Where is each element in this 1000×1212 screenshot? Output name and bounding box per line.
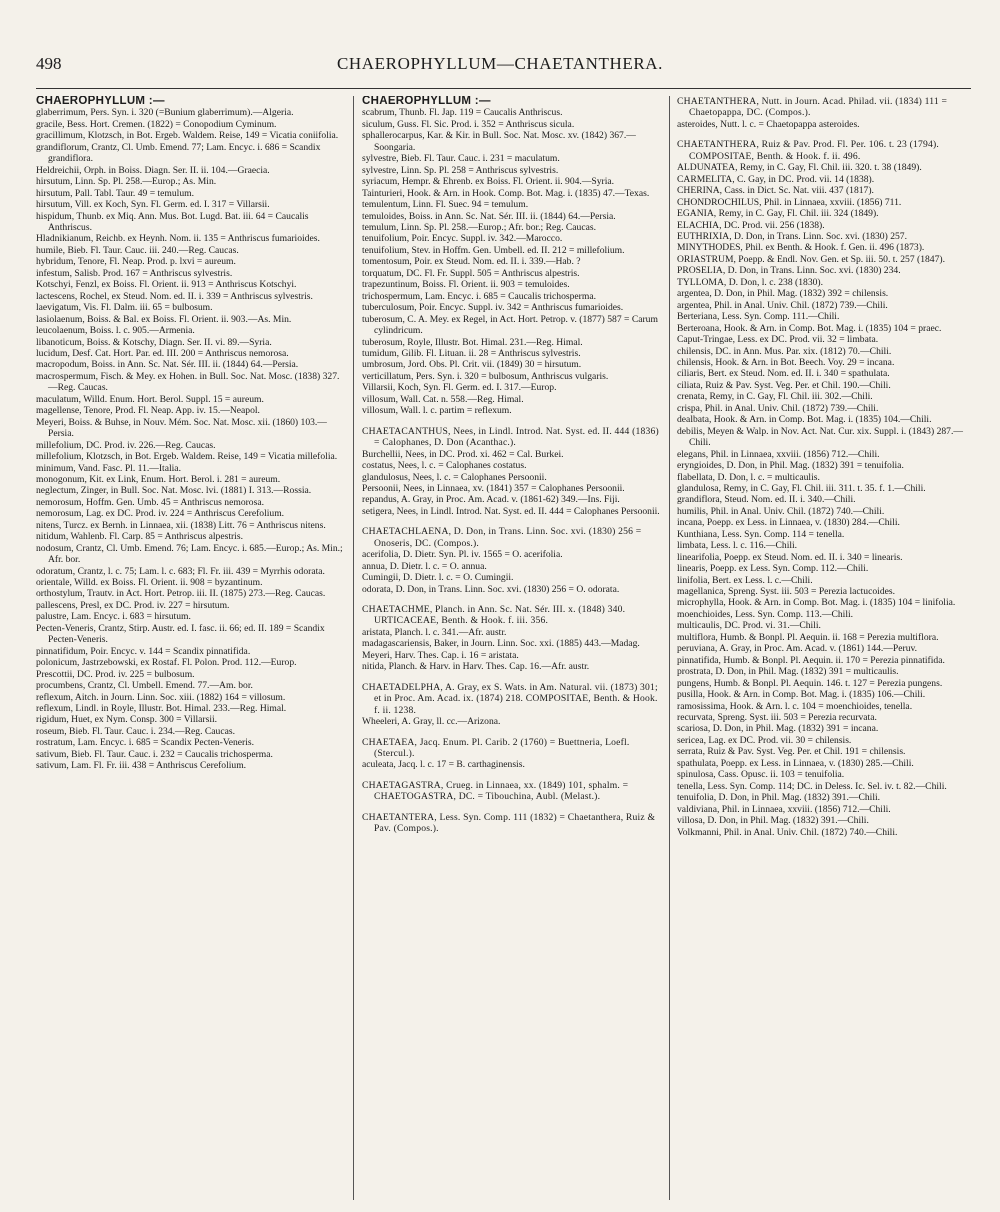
entry: crispa, Phil. in Anal. Univ. Chil. (1872) 739.—Chili.: [677, 402, 879, 414]
column-divider: [669, 96, 670, 1200]
entry: villosum, Wall. Cat. n. 558.—Reg. Himal.: [362, 393, 524, 405]
entry: nitida, Planch. & Harv. in Harv. Thes. Cap. 16.—Afr. austr.: [362, 661, 590, 673]
entry: annua, D. Dietr. l. c. = O. annua.: [362, 560, 487, 572]
genus-heading: CHAETACHLAENA, D. Don, in Trans. Linn. Soc. xvi. (1830) 256 = Onoseris, DC. (Compos.).: [362, 526, 642, 549]
entry: grandiflorum, Crantz, Cl. Umb. Emend. 77; Lam. Encyc. i. 686 = Scandix grandiflora.: [36, 141, 321, 165]
entry: limbata, Less. l. c. 116.—Chili.: [677, 540, 798, 552]
entry: flabellata, D. Don, l. c. = multicaulis.: [677, 471, 820, 483]
entry: laevigatum, Vis. Fl. Dalm. iii. 65 = bulbosum.: [36, 302, 213, 314]
entry: magellense, Tenore, Prod. Fl. Neap. App. iv. 15.—Neapol.: [36, 405, 260, 417]
entry: Kotschyi, Fenzl, ex Boiss. Fl. Orient. ii. 913 = Anthriscus Kotschyi.: [36, 279, 297, 291]
entry: EGANIA, Remy, in C. Gay, Fl. Chil. iii. 324 (1849).: [677, 208, 879, 220]
entry: pinnatifida, Humb. & Bonpl. Pl. Aequin. ii. 170 = Perezia pinnatifida.: [677, 654, 945, 666]
entry: rigidum, Huet, ex Nym. Consp. 300 = Villarsii.: [36, 714, 218, 726]
entry: polonicum, Jastrzebowski, ex Rostaf. Fl. Polon. Prod. 112.—Europ.: [36, 657, 297, 669]
entry: maculatum, Willd. Enum. Hort. Berol. Suppl. 15 = aureum.: [36, 393, 264, 405]
entry: nitidum, Wahlenb. Fl. Carp. 85 = Anthriscus alpestris.: [36, 531, 243, 543]
entry: argentea, Phil. in Anal. Univ. Chil. (1872) 739.—Chili.: [677, 299, 888, 311]
entry: tuberculosum, Poir. Encyc. Suppl. iv. 342 = Anthriscus fumarioides.: [362, 302, 624, 314]
entry: nitens, Turcz. ex Bernh. in Linnaea, xii. (1838) Litt. 76 = Anthriscus nitens.: [36, 519, 326, 531]
entry: sylvestre, Bieb. Fl. Taur. Cauc. i. 231 = maculatum.: [362, 153, 560, 165]
entry: orientale, Willd. ex Boiss. Fl. Orient. ii. 908 = byzantinum.: [36, 577, 263, 589]
entry: pallescens, Presl, ex DC. Prod. iv. 227 = hirsutum.: [36, 599, 230, 611]
entry-gap: [362, 417, 662, 426]
entry: grandiflora, Steud. Nom. ed. II. i. 340.—Chili.: [677, 494, 856, 506]
entry: madagascariensis, Baker, in Journ. Linn. Soc. xxi. (1885) 443.—Madag.: [362, 638, 640, 650]
entry: Pecten-Veneris, Crantz, Stirp. Austr. ed. I. fasc. ii. 66; ed. II. 189 = Scandix Pecten-Veneris.: [36, 622, 325, 646]
genus-heading: CHAETANTERA, Less. Syn. Comp. 111 (1832) = Chaetanthera, Ruiz & Pav. (Compos.).: [362, 811, 656, 835]
entry: minimum, Vand. Fasc. Pl. 11.—Italia.: [36, 462, 181, 474]
entry: ALDUNATEA, Remy, in C. Gay, Fl. Chil. iii. 320. t. 38 (1849).: [677, 162, 922, 174]
entry: chilensis, DC. in Ann. Mus. Par. xix. (1812) 70.—Chili.: [677, 345, 892, 357]
entry: scariosa, D. Don, in Phil. Mag. (1832) 391 = incana.: [677, 723, 879, 735]
entry: CARMELITA, C. Gay, in DC. Prod. vii. 14 (1838).: [677, 173, 875, 185]
entry: crenata, Remy, in C. Gay, Fl. Chil. iii. 302.—Chili.: [677, 391, 873, 403]
entry: MINYTHODES, Phil. ex Benth. & Hook. f. Gen. ii. 496 (1873).: [677, 242, 925, 254]
entry: tenuifolium, Poir. Encyc. Suppl. iv. 342.—Marocco.: [362, 233, 563, 245]
entry: lasiolaenum, Boiss. & Bal. ex Boiss. Fl. Orient. ii. 903.—As. Min.: [36, 313, 292, 325]
entry: linifolia, Bert. ex Less. l. c.—Chili.: [677, 574, 813, 586]
entry: acerifolia, D. Dietr. Syn. Pl. iv. 1565 = O. acerifolia.: [362, 549, 563, 561]
entry: tenuifolia, D. Don, in Phil. Mag. (1832) 391.—Chili.: [677, 792, 881, 804]
entry-gap: [362, 771, 662, 780]
entry: Meyeri, Harv. Thes. Cap. i. 16 = aristata.: [362, 649, 519, 661]
entry: magellanica, Spreng. Syst. iii. 503 = Perezia lactucoides.: [677, 586, 896, 598]
entry: siculum, Guss. Fl. Sic. Prod. i. 352 = Anthriscus sicula.: [362, 118, 575, 130]
entry-gap: [677, 130, 977, 139]
entry: Persoonii, Nees, in Linnaea, xv. (1841) 357 = Calophanes Persoonii.: [362, 482, 625, 494]
entry-gap: [362, 595, 662, 604]
entry: orthostylum, Trautv. in Act. Hort. Petrop. iii. II. (1875) 273.—Reg. Caucas.: [36, 588, 326, 600]
entry: aristata, Planch. l. c. 341.—Afr. austr.: [362, 626, 507, 638]
entry: verticillatum, Pers. Syn. i. 320 = bulbosum, Anthriscus vulgaris.: [362, 370, 609, 382]
column-3: [677, 96, 977, 1204]
entry: scabrum, Thunb. Fl. Jap. 119 = Caucalis Anthriscus.: [362, 107, 563, 119]
column-2: [362, 96, 662, 1204]
entry: Caput-Tringae, Less. ex DC. Prod. vii. 32 = limbata.: [677, 334, 879, 346]
entry: sativum, Lam. Fl. Fr. iii. 438 = Anthriscus Cerefolium.: [36, 760, 247, 772]
entry: ciliaris, Bert. ex Steud. Nom. ed. II. i. 340 = spathulata.: [677, 368, 890, 380]
entry: sativum, Bieb. Fl. Taur. Cauc. i. 232 = Caucalis trichosperma.: [36, 748, 273, 760]
entry: odoratum, Crantz, l. c. 75; Lam. l. c. 683; Fl. Fr. iii. 439 = Myrrhis odorata.: [36, 565, 325, 577]
entry: glandulosa, Remy, in C. Gay, Fl. Chil. iii. 311. t. 35. f. 1.—Chili.: [677, 482, 926, 494]
entry: costatus, Nees, l. c. = Calophanes costatus.: [362, 460, 527, 472]
entry: Burchellii, Nees, in DC. Prod. xi. 462 = Cal. Burkei.: [362, 448, 564, 460]
entry: moenchioides, Less. Syn. Comp. 113.—Chili.: [677, 608, 854, 620]
entry: tumidum, Gilib. Fl. Lituan. ii. 28 = Anthriscus sylvestris.: [362, 347, 581, 359]
entry: tomentosum, Poir. ex Steud. Nom. ed. II. i. 339.—Hab. ?: [362, 256, 581, 268]
genus-heading: CHAETAEA, Jacq. Enum. Pl. Carib. 2 (1760) = Buettneria, Loefl. (Stercul.).: [362, 736, 630, 760]
running-title: CHAEROPHYLLUM—CHAETANTHERA.: [336, 54, 664, 73]
entry: Wheeleri, A. Gray, ll. cc.—Arizona.: [362, 716, 501, 728]
entry: libanoticum, Boiss. & Kotschy, Diagn. Ser. II. vi. 89.—Syria.: [36, 336, 272, 348]
entry: leucolaenum, Boiss. l. c. 905.—Armenia.: [36, 325, 195, 337]
entry: millefolium, Klotzsch, in Bot. Ergeb. Waldem. Reise, 149 = Vicatia millefolia.: [36, 451, 338, 463]
entry: lactescens, Rochel, ex Steud. Nom. ed. II. i. 339 = Anthriscus sylvestris.: [36, 290, 313, 302]
entry: argentea, D. Don, in Phil. Mag. (1832) 392 = chilensis.: [677, 288, 889, 300]
entry: setigera, Nees, in Lindl. Introd. Nat. Syst. ed. II. 444 = Calophanes Persoonii.: [362, 505, 660, 517]
entry: Villarsii, Koch, Syn. Fl. Germ. ed. I. 317.—Europ.: [362, 382, 557, 394]
entry: tuberosum, Royle, Illustr. Bot. Himal. 231.—Reg. Himal.: [362, 336, 583, 348]
entry: hirsutum, Vill. ex Koch, Syn. Fl. Germ. ed. I. 317 = Villarsii.: [36, 199, 270, 211]
entry: gracillimum, Klotzsch, in Bot. Ergeb. Waldem. Reise, 149 = Vicatia coniifolia.: [36, 130, 339, 142]
entry: macrospermum, Fisch. & Mey. ex Hohen. in Bull. Soc. Nat. Mosc. (1838) 327.—Reg. Caucas.: [36, 370, 340, 394]
entry: elegans, Phil. in Linnaea, xxviii. (1856) 712.—Chili.: [677, 448, 880, 460]
entry: macropodum, Boiss. in Ann. Sc. Nat. Sér. III. ii. (1844) 64.—Persia.: [36, 359, 299, 371]
entry: ciliata, Ruiz & Pav. Syst. Veg. Per. et Chil. 190.—Chili.: [677, 379, 891, 391]
entry: trapezuntinum, Boiss. Fl. Orient. ii. 903 = temuloides.: [362, 279, 570, 291]
entry: linearifolia, Poepp. ex Steud. Nom. ed. II. i. 340 = linearis.: [677, 551, 903, 563]
entry: ORIASTRUM, Poepp. & Endl. Nov. Gen. et Sp. iii. 50. t. 257 (1847).: [677, 253, 945, 265]
entry: tenuifolium, Stev. in Hoffm. Gen. Umbell. ed. II. 212 = millefolium.: [362, 244, 625, 256]
entry: Cumingii, D. Dietr. l. c. = O. Cumingii.: [362, 572, 514, 584]
entry: infestum, Salisb. Prod. 167 = Anthriscus sylvestris.: [36, 267, 233, 279]
entry: nemorosum, Lag. ex DC. Prod. iv. 224 = Anthriscus Cerefolium.: [36, 508, 285, 520]
entry: humilis, Phil. in Anal. Univ. Chil. (1872) 740.—Chili.: [677, 505, 885, 517]
entry: reflexum, Aitch. in Journ. Linn. Soc. xiii. (1882) 164 = villosum.: [36, 691, 286, 703]
entry: incana, Poepp. ex Less. in Linnaea, v. (1830) 284.—Chili.: [677, 517, 900, 529]
entry: humile, Bieb. Fl. Taur. Cauc. iii. 240.—Reg. Caucas.: [36, 244, 239, 256]
genus-heading: CHAEROPHYLLUM :—: [36, 96, 165, 107]
entry: temulum, Linn. Sp. Pl. 258.—Europ.; Afr. bor.; Reg. Caucas.: [362, 221, 596, 233]
entry: nemorosum, Hoffm. Gen. Umb. 45 = Anthriscus nemorosa.: [36, 496, 264, 508]
entry: torquatum, DC. Fl. Fr. Suppl. 505 = Anthriscus alpestris.: [362, 267, 580, 279]
entry: umbrosum, Jord. Obs. Pl. Crit. vii. (1849) 30 = hirsutum.: [362, 359, 582, 371]
entry: roseum, Bieb. Fl. Taur. Cauc. i. 234.—Reg. Caucas.: [36, 725, 235, 737]
column-1: [36, 96, 346, 1204]
entry: temuloides, Boiss. in Ann. Sc. Nat. Sér. III. ii. (1844) 64.—Persia.: [362, 210, 616, 222]
entry: Tainturieri, Hook. & Arn. in Hook. Comp. Bot. Mag. i. (1835) 47.—Texas.: [362, 187, 650, 199]
genus-heading: CHAETANTHERA, Nutt. in Journ. Acad. Philad. vii. (1834) 111 = Chaetopappa, DC. (Compos.).: [677, 96, 948, 119]
entry: tuberosum, C. A. Mey. ex Regel, in Act. Hort. Petrop. v. (1877) 587 = Carum cylindricum.: [362, 313, 658, 337]
entry: prostrata, D. Don, in Phil. Mag. (1832) 391 = multicaulis.: [677, 666, 899, 678]
entry: odorata, D. Don, in Trans. Linn. Soc. xvi. (1830) 256 = O. odorata.: [362, 583, 620, 595]
page-header: [0, 54, 1000, 84]
entry: Kunthiana, Less. Syn. Comp. 114 = tenella.: [677, 528, 845, 540]
entry: recurvata, Spreng. Syst. iii. 503 = Perezia recurvata.: [677, 712, 877, 724]
entry-gap: [362, 517, 662, 526]
entry: reflexum, Lindl. in Royle, Illustr. Bot. Himal. 233.—Reg. Himal.: [36, 703, 287, 715]
entry: sylvestre, Linn. Sp. Pl. 258 = Anthriscus sylvestris.: [362, 164, 559, 176]
entry: villosum, Wall. l. c. partim = reflexum.: [362, 405, 512, 417]
entry: aculeata, Jacq. l. c. 17 = B. carthaginensis.: [362, 759, 525, 771]
page-number: 498: [36, 54, 62, 73]
entry: Berteriana, Less. Syn. Comp. 111.—Chili.: [677, 311, 840, 323]
entry: dealbata, Hook. & Arn. in Comp. Bot. Mag. i. (1835) 104.—Chili.: [677, 414, 932, 426]
entry: eryngioides, D. Don, in Phil. Mag. (1832) 391 = tenuifolia.: [677, 460, 904, 472]
entry: glaberrimum, Pers. Syn. i. 320 (=Bunium glaberrimum).—Algeria.: [36, 107, 294, 119]
entry: palustre, Lam. Encyc. i. 683 = hirsutum.: [36, 611, 191, 623]
entry: ELACHIA, DC. Prod. vii. 256 (1838).: [677, 219, 825, 231]
entry: pungens, Humb. & Bonpl. Pl. Aequin. 146. t. 127 = Perezia pungens.: [677, 677, 943, 689]
genus-heading: CHAETANTHERA, Ruiz & Pav. Prod. Fl. Per. 106. t. 23 (1794). COMPOSITAE, Benth. & Hook. f. ii. 496.: [677, 139, 939, 162]
entry: ramosissima, Hook. & Arn. l. c. 104 = moenchioides, tenella.: [677, 700, 913, 712]
entry: neglectum, Zinger, in Bull. Soc. Nat. Mosc. lvi. (1881) I. 313.—Rossia.: [36, 485, 312, 497]
entry: glandulosus, Nees, l. c. = Calophanes Persoonii.: [362, 471, 547, 483]
entry: chilensis, Hook. & Arn. in Bot. Beech. Voy. 29 = incana.: [677, 356, 895, 368]
entry-gap: [362, 728, 662, 737]
entry: TYLLOMA, D. Don, l. c. 238 (1830).: [677, 276, 824, 288]
entry: spinulosa, Cass. Opusc. ii. 103 = tenuifolia.: [677, 769, 845, 781]
entry: trichospermum, Lam. Encyc. i. 685 = Caucalis trichosperma.: [362, 290, 596, 302]
entry: debilis, Meyen & Walp. in Nov. Act. Nat. Cur. xix. Suppl. i. (1843) 287.—Chili.: [677, 425, 963, 449]
entry: CHONDROCHILUS, Phil. in Linnaea, xxviii. (1856) 711.: [677, 196, 902, 208]
entry-gap: [362, 803, 662, 812]
entry: hirsutum, Linn. Sp. Pl. 258.—Europ.; As. Min.: [36, 176, 217, 188]
entry: Prescottii, DC. Prod. iv. 225 = bulbosum.: [36, 668, 195, 680]
entry: hybridum, Tenore, Fl. Neap. Prod. p. lxvi = aureum.: [36, 256, 236, 268]
entry: temulentum, Linn. Fl. Suec. 94 = temulum.: [362, 199, 529, 211]
entry: sphallerocarpus, Kar. & Kir. in Bull. Soc. Nat. Mosc. xv. (1842) 367.—Soongaria.: [362, 130, 636, 153]
entry: pusilla, Hook. & Arn. in Comp. Bot. Mag. i. (1835) 106.—Chili.: [677, 689, 926, 701]
entry: asteroides, Nutt. l. c. = Chaetopappa asteroides.: [677, 118, 860, 130]
entry: spathulata, Poepp. ex Less. in Linnaea, v. (1830) 285.—Chili.: [677, 757, 914, 769]
genus-heading: CHAETACHME, Planch. in Ann. Sc. Nat. Sér. III. x. (1848) 340. URTICACEAE, Benth. & Hook. f. iii. 356.: [362, 604, 626, 627]
genus-heading: CHAETAGASTRA, Crueg. in Linnaea, xx. (1849) 101, sphalm. = CHAETOGASTRA, DC. = Tibouchina, Aubl. (Melast.).: [362, 779, 629, 803]
entry: Berteroana, Hook. & Arn. in Comp. Bot. Mag. i. (1835) 104 = praec.: [677, 322, 942, 334]
entry: hirsutum, Pall. Tabl. Taur. 49 = temulum.: [36, 187, 195, 199]
entry: tenella, Less. Syn. Comp. 114; DC. in Deless. Ic. Sel. iv. t. 82.—Chili.: [677, 780, 947, 792]
entry: multicaulis, DC. Prod. vi. 31.—Chili.: [677, 620, 821, 632]
entry: hispidum, Thunb. ex Miq. Ann. Mus. Bot. Lugd. Bat. iii. 64 = Caucalis Anthriscus.: [36, 210, 309, 233]
column-divider: [353, 96, 354, 1200]
entry: Volkmanni, Phil. in Anal. Univ. Chil. (1872) 740.—Chili.: [677, 826, 898, 838]
entry: valdiviana, Phil. in Linnaea, xxviii. (1856) 712.—Chili.: [677, 803, 891, 815]
entry: millefolium, DC. Prod. iv. 226.—Reg. Caucas.: [36, 439, 216, 451]
entry: procumbens, Crantz, Cl. Umbell. Emend. 77.—Am. bor.: [36, 680, 253, 692]
entry: pinnatifidum, Poir. Encyc. v. 144 = Scandix pinnatifida.: [36, 645, 251, 657]
entry: repandus, A. Gray, in Proc. Am. Acad. v. (1861-62) 349.—Ins. Fiji.: [362, 494, 620, 506]
genus-heading: CHAETADELPHA, A. Gray, ex S. Wats. in Am. Natural. vii. (1873) 301; et in Proc. Am. Acad. ix. (1874) 218. COMPOSITAE, Benth. & Hook. f. ii. 1238.: [362, 681, 658, 716]
entry: lucidum, Desf. Cat. Hort. Par. ed. III. 200 = Anthriscus nemorosa.: [36, 347, 289, 359]
entry: sericea, Lag. ex DC. Prod. vii. 30 = chilensis.: [677, 734, 852, 746]
entry: gracile, Bess. Hort. Cremen. (1822) = Conopodium Cyminum.: [36, 118, 277, 130]
entry: EUTHRIXIA, D. Don, in Trans. Linn. Soc. xvi. (1830) 257.: [677, 230, 907, 242]
entry: multiflora, Humb. & Bonpl. Pl. Aequin. ii. 168 = Perezia multiflora.: [677, 631, 939, 643]
entry: Heldreichii, Orph. in Boiss. Diagn. Ser. II. ii. 104.—Graecia.: [36, 164, 270, 176]
entry: PROSELIA, D. Don, in Trans. Linn. Soc. xvi. (1830) 234.: [677, 265, 901, 277]
entry: Hladnikianum, Reichb. ex Heynh. Nom. ii. 135 = Anthriscus fumarioides.: [36, 233, 320, 245]
entry: syriacum, Hempr. & Ehrenb. ex Boiss. Fl. Orient. ii. 904.—Syria.: [362, 176, 615, 188]
entry: monogonum, Kit. ex Link, Enum. Hort. Berol. i. 281 = aureum.: [36, 473, 281, 485]
entry: Meyeri, Boiss. & Buhse, in Nouv. Mém. Soc. Nat. Mosc. xii. (1860) 103.—Persia.: [36, 416, 327, 440]
header-rule: [36, 88, 971, 89]
entry: serrata, Ruiz & Pav. Syst. Veg. Per. et Chil. 191 = chilensis.: [677, 746, 906, 758]
entry: linearis, Poepp. ex Less. Syn. Comp. 112.—Chili.: [677, 563, 869, 575]
entry: rostratum, Lam. Encyc. i. 685 = Scandix Pecten-Veneris.: [36, 737, 255, 749]
entry: microphylla, Hook. & Arn. in Comp. Bot. Mag. i. (1835) 104 = linifolia.: [677, 597, 956, 609]
entry-gap: [362, 673, 662, 682]
genus-heading: CHAETACANTHUS, Nees, in Lindl. Introd. Nat. Syst. ed. II. 444 (1836) = Calophanes, D. Don (Acanthac.).: [362, 425, 659, 449]
entry: CHERINA, Cass. in Dict. Sc. Nat. viii. 437 (1817).: [677, 185, 874, 197]
entry: nodosum, Crantz, Cl. Umb. Emend. 76; Lam. Encyc. i. 685.—Europ.; As. Min.; Afr. bor.: [36, 542, 343, 566]
entry: villosa, D. Don, in Phil. Mag. (1832) 391.—Chili.: [677, 815, 869, 827]
genus-heading: CHAEROPHYLLUM :—: [362, 96, 491, 107]
entry: peruviana, A. Gray, in Proc. Am. Acad. v. (1861) 144.—Peruv.: [677, 643, 918, 655]
